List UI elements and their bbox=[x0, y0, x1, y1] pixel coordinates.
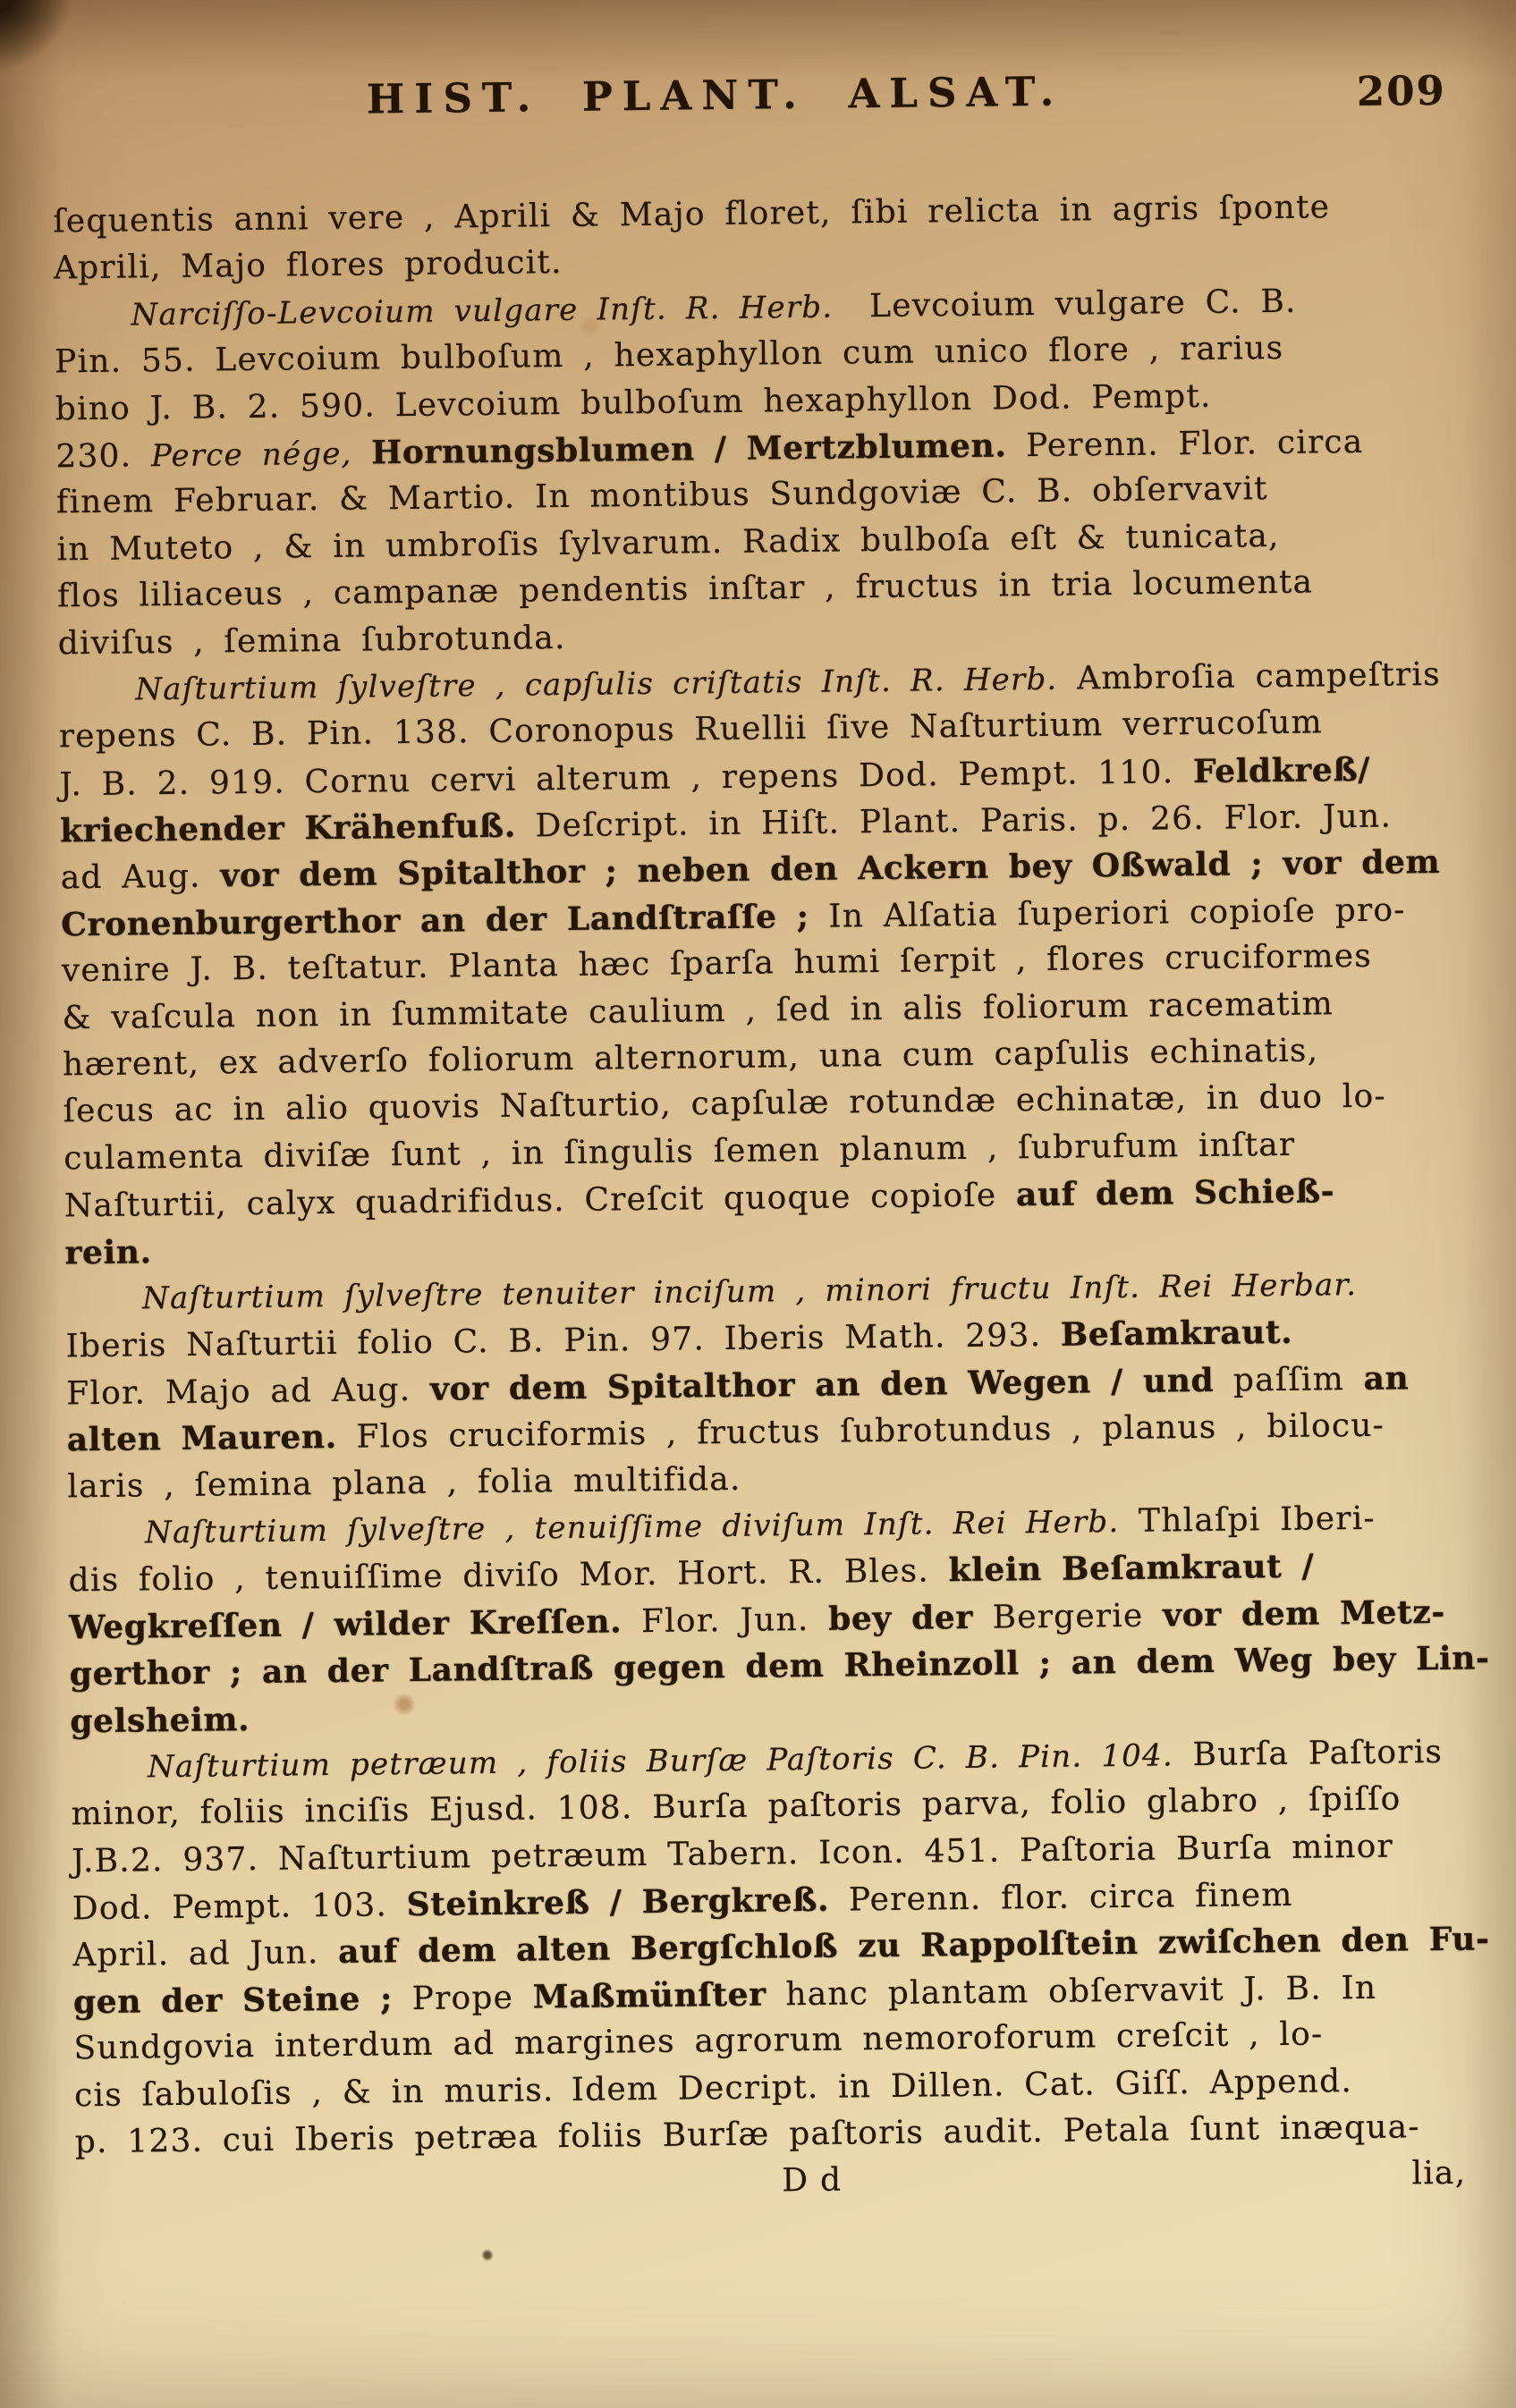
signature-mark: D d bbox=[782, 2161, 843, 2200]
fraktur-text: gelsheim. bbox=[70, 1700, 250, 1740]
latin-text: Deſcript. in Hiſt. Plant. Paris. p. 26. Flor. Jun. bbox=[535, 798, 1393, 845]
latin-text: & vaſcula non in ſummitate caulium , ſed in alis foliorum racematim bbox=[62, 984, 1334, 1037]
fraktur-text: alten Mauren. bbox=[66, 1418, 338, 1459]
latin-text: ſequentis anni vere , Aprili & Majo floret, ſibi relicta in agris ſponte bbox=[53, 189, 1331, 241]
fraktur-text: bey der bbox=[827, 1598, 974, 1638]
latin-text: flos liliaceus , campanæ pendentis inſtar , fructus in tria locumenta bbox=[56, 563, 1314, 615]
fraktur-text: auf dem alten Bergſchloß zu Rappolſtein zwiſchen den Fu- bbox=[337, 1920, 1490, 1972]
latin-text: dis folio , tenuiſſime diviſo Mor. Hort. R. Bles. bbox=[68, 1552, 930, 1600]
latin-text: April. ad Jun. bbox=[72, 1934, 319, 1974]
latin-text: Naſturtii, calyx quadrifidus. Creſcit quoque copioſe bbox=[64, 1177, 997, 1225]
latin-text: minor, foliis inciſis Ejusd. 108. Burſa paſtoris parva, folio glabro , ſpiſſo bbox=[71, 1780, 1402, 1833]
italic-citation: Naſturtium petræum , foliis Burſæ Paſtoris C. B. Pin. 104. bbox=[147, 1737, 1174, 1786]
fraktur-text: Cronenburgerthor an der Landſtraſſe ; bbox=[61, 897, 809, 944]
latin-text: bino J. B. 2. 590. Levcoium bulboſum hexaphyllon Dod. Pempt. bbox=[55, 377, 1212, 427]
page-content bbox=[52, 63, 1494, 2213]
fraktur-text: vor dem Metz- bbox=[1162, 1593, 1446, 1635]
italic-citation: Naſturtium ſylveſtre tenuiter inciſum , minori fructu Inſt. Rei Herbar. bbox=[141, 1266, 1358, 1317]
latin-text: finem Februar. & Martio. In montibus Sundgoviæ C. B. obſervavit bbox=[55, 470, 1268, 521]
latin-text: Iberis Naſturtii folio C. B. Pin. 97. Iberis Math. 293. bbox=[65, 1317, 1042, 1365]
body-text bbox=[53, 182, 1493, 2166]
fraktur-text: Feldkreß/ bbox=[1192, 750, 1371, 790]
latin-text: Burſa Paſtoris bbox=[1192, 1733, 1444, 1773]
italic-citation: Perce nége, bbox=[150, 435, 352, 475]
latin-text: 230. bbox=[55, 437, 132, 476]
italic-citation: Naſturtium ſylveſtre , capſulis criſtatis Inſt. R. Herb. bbox=[135, 661, 1058, 708]
fraktur-text: auf dem Schieß- bbox=[1015, 1172, 1335, 1214]
fraktur-text: vor dem Spitalthor an den Wegen / und bbox=[429, 1361, 1215, 1408]
fraktur-text: Wegkreſſen / wilder Kreſſen. bbox=[68, 1602, 622, 1647]
italic-citation: Naſturtium ſylveſtre , tenuiſſime diviſum Inſt. Rei Herb. bbox=[144, 1503, 1120, 1551]
latin-text: Dod. Pempt. 103. bbox=[72, 1887, 388, 1928]
latin-text: ad Aug. bbox=[60, 858, 201, 897]
page-number: 209 bbox=[1356, 66, 1447, 115]
catchword: lia, bbox=[1411, 2155, 1467, 2193]
italic-citation: Narciſſo-Levcoium vulgare Inſt. R. Herb. bbox=[131, 289, 834, 334]
fraktur-text: gerthor ; an der Landſtraß gegen dem Rheinzoll ; an dem Weg bey Lin- bbox=[69, 1639, 1490, 1694]
latin-text: paſſim bbox=[1232, 1360, 1345, 1399]
fraktur-text: kriechender Krähenfuß. bbox=[59, 807, 517, 850]
latin-text: hærent, ex adverſo foliorum alternorum, una cum capſulis echinatis, bbox=[62, 1032, 1319, 1084]
fraktur-text: klein Beſamkraut / bbox=[948, 1547, 1315, 1590]
latin-text: In Alſatia ſuperiori copioſe pro- bbox=[828, 891, 1406, 935]
latin-text: repens C. B. Pin. 138. Coronopus Ruellii ſive Naſturtium verrucoſum bbox=[58, 704, 1324, 756]
latin-text: p. 123. cui Iberis petræa foliis Burſæ paſtoris audit. Petala ſunt inæqua- bbox=[74, 2108, 1420, 2161]
latin-text: diviſus , ſemina ſubrotunda. bbox=[57, 619, 566, 662]
latin-text: ſecus ac in alio quovis Naſturtio, capſulæ rotundæ echinatæ, in duo lo- bbox=[63, 1078, 1386, 1130]
latin-text: hanc plantam obſervavit J. B. In bbox=[785, 1969, 1377, 2014]
latin-text: Levcoium vulgare C. B. bbox=[851, 283, 1297, 325]
latin-text: Prope bbox=[411, 1979, 514, 2017]
latin-text: J.B.2. 937. Naſturtium petræum Tabern. Icon. 451. Paſtoria Burſa minor bbox=[71, 1828, 1394, 1880]
latin-text: Thlaſpi Iberi- bbox=[1138, 1500, 1376, 1540]
latin-text: Flor. Jun. bbox=[640, 1601, 809, 1640]
latin-text: cis ſabuloſis , & in muris. Idem Decript. in Dillen. Cat. Giſſ. Append. bbox=[73, 2062, 1353, 2114]
fraktur-text: Beſamkraut. bbox=[1060, 1314, 1293, 1355]
running-title: HIST. PLANT. ALSAT. bbox=[366, 67, 1064, 123]
fraktur-text: rein. bbox=[64, 1232, 152, 1272]
fraktur-text: gen der Steine ; bbox=[72, 1980, 394, 2022]
latin-text: Perenn. flor. circa finem bbox=[848, 1876, 1293, 1919]
latin-text: Aprili, Majo flores producit. bbox=[53, 244, 563, 287]
latin-text: in Muteto , & in umbroſis ſylvarum. Radix bulboſa eſt & tunicata, bbox=[56, 517, 1280, 569]
latin-text: J. B. 2. 919. Cornu cervi alterum , repens Dod. Pempt. 110. bbox=[59, 753, 1174, 804]
latin-text: Pin. 55. Levcoium bulboſum , hexaphyllon cum unico flore , rarius bbox=[54, 330, 1284, 381]
latin-text: Sundgovia interdum ad margines agrorum nemoroforum creſcit , lo- bbox=[73, 2015, 1324, 2067]
page-header bbox=[52, 63, 1470, 143]
latin-text: Ambroſia campeſtris bbox=[1076, 655, 1441, 697]
fraktur-text: Maßmünſter bbox=[532, 1975, 766, 2016]
latin-text: culamenta diviſæ ſunt , in ſingulis ſemen planum , ſubrufum inſtar bbox=[64, 1126, 1296, 1178]
fraktur-text: Hornungsblumen / Mertzblumen. bbox=[370, 427, 1007, 472]
fraktur-text: Steinkreß / Bergkreß. bbox=[406, 1880, 830, 1924]
latin-text: Flos cruciformis , fructus ſubrotundus , planus , bilocu- bbox=[356, 1407, 1385, 1456]
latin-text: venire J. B. teſtatur. Planta hæc ſparſa humi ſerpit , flores cruciformes bbox=[61, 938, 1373, 990]
fraktur-text: an bbox=[1363, 1359, 1410, 1398]
latin-text: Perenn. Flor. circa bbox=[1025, 423, 1364, 465]
fraktur-text: vor dem Spitalthor ; neben den Ackern bey Oßwald ; vor dem bbox=[220, 843, 1441, 895]
latin-text: Flor. Majo ad Aug. bbox=[65, 1371, 411, 1413]
latin-text: laris , ſemina plana , folia multifida. bbox=[67, 1460, 741, 1505]
latin-text: Bergerie bbox=[992, 1597, 1144, 1636]
